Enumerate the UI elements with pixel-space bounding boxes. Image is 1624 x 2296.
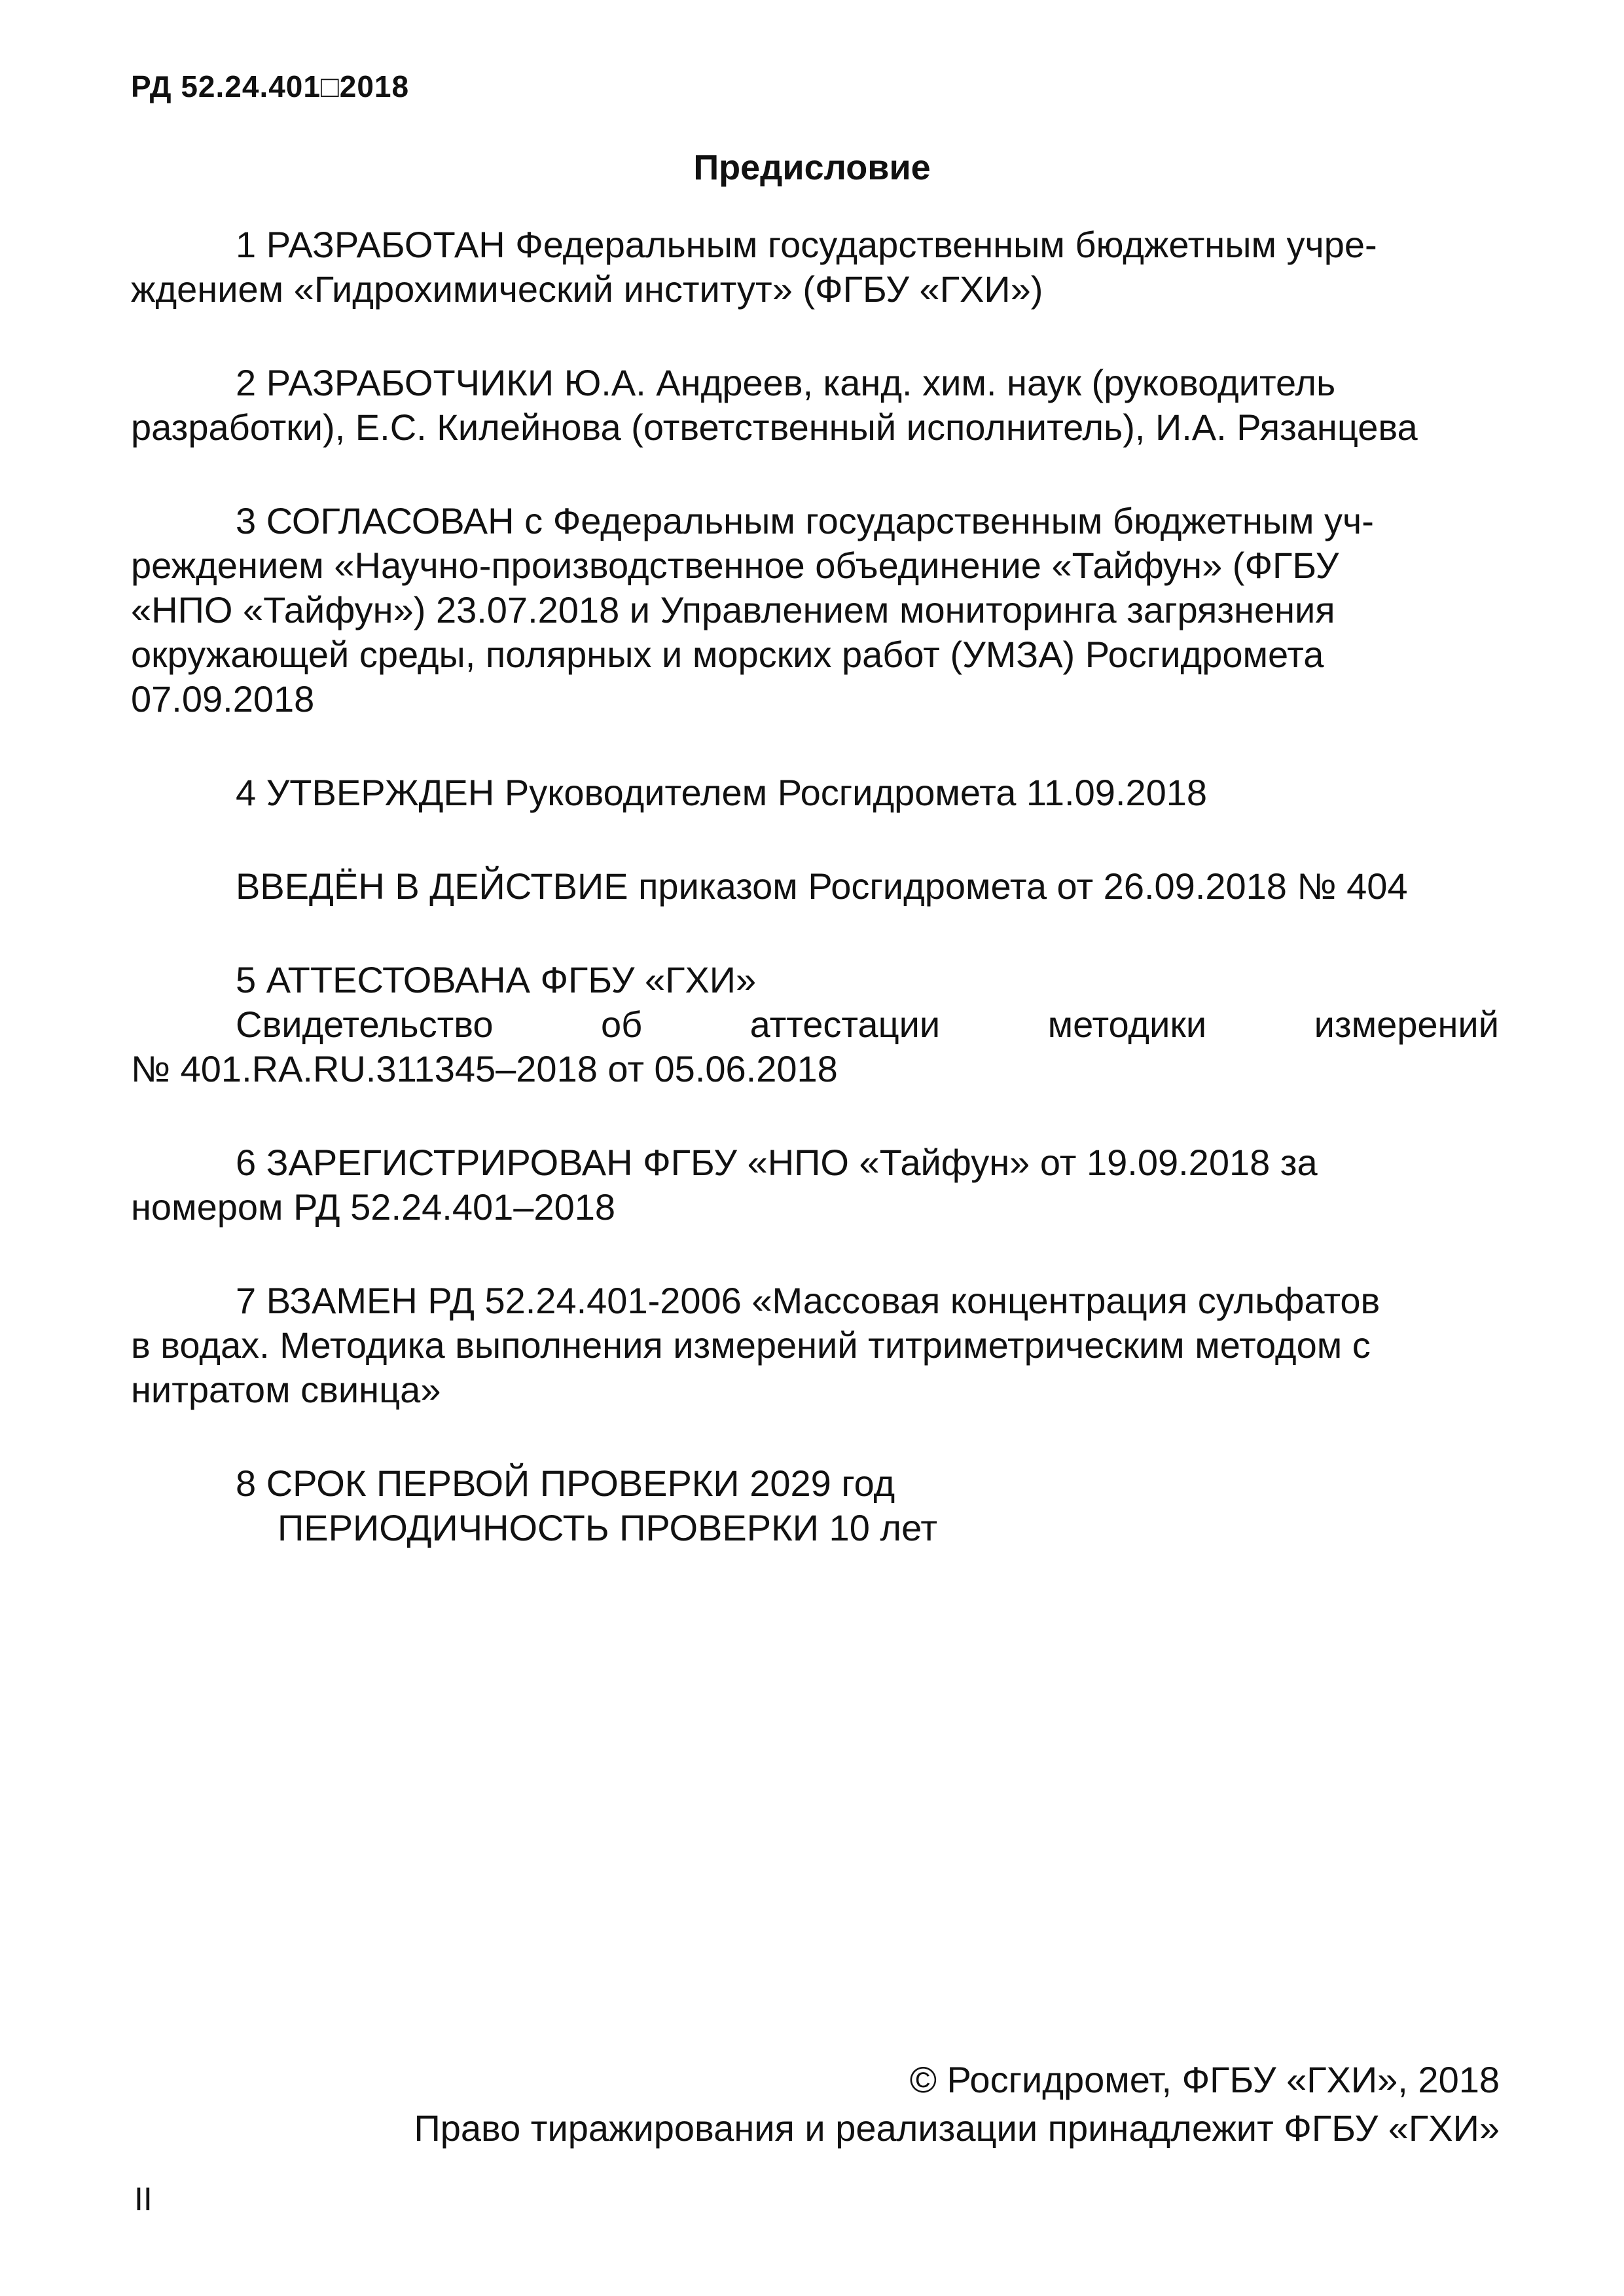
paragraph-developers	[131, 361, 1499, 450]
text-line: реждением «Научно-производственное объединение «Тайфун» (ФГБУ	[131, 545, 1339, 586]
word: об	[600, 1004, 643, 1045]
text-line: 5 АТТЕСТОВАНА ФГБУ «ГХИ»	[236, 959, 757, 1000]
word: методики	[1047, 1004, 1207, 1045]
text-line: 3 СОГЛАСОВАН с Федеральным государственным бюджетным уч-	[236, 500, 1374, 541]
text-line: в водах. Методика выполнения измерений титриметрическим методом с	[131, 1324, 1371, 1366]
text-line: окружающей среды, полярных и морских работ (УМЗА) Росгидромета	[131, 634, 1324, 675]
paragraph-agreed	[131, 499, 1499, 721]
word: измерений	[1314, 1004, 1499, 1045]
word: Свидетельство	[236, 1004, 494, 1045]
text-line: 07.09.2018	[131, 678, 315, 720]
document-body	[131, 223, 1499, 1599]
copyright-block	[414, 2056, 1500, 2153]
text-line: ждением «Гидрохимический институт» (ФГБУ «ГХИ»)	[131, 268, 1043, 310]
text-line: нитратом свинца»	[131, 1369, 441, 1410]
text-line: ПЕРИОДИЧНОСТЬ ПРОВЕРКИ 10 лет	[278, 1507, 937, 1548]
text-line: 8 СРОК ПЕРВОЙ ПРОВЕРКИ 2029 год	[236, 1463, 895, 1504]
text-line: 1 РАЗРАБОТАН Федеральным государственным бюджетным учре-	[236, 224, 1377, 265]
word: аттестации	[749, 1004, 941, 1045]
text-line: «НПО «Тайфун») 23.07.2018 и Управлением мониторинга загрязнения	[131, 589, 1335, 630]
copyright-line: © Росгидромет, ФГБУ «ГХИ», 2018	[909, 2059, 1500, 2100]
page-number: II	[134, 2181, 153, 2217]
spread-line	[236, 1002, 1499, 1047]
paragraph-enacted	[131, 864, 1499, 909]
text-line: 2 РАЗРАБОТЧИКИ Ю.А. Андреев, канд. хим. наук (руководитель	[236, 362, 1336, 403]
text-line: № 401.RA.RU.311345–2018 от 05.06.2018	[131, 1048, 838, 1089]
paragraph-registered	[131, 1140, 1499, 1230]
page-title: Предисловие	[693, 148, 931, 187]
text-line: номером РД 52.24.401–2018	[131, 1186, 616, 1228]
text-line: ВВЕДЁН В ДЕЙСТВИЕ приказом Росгидромета от 26.09.2018 № 404	[236, 866, 1408, 907]
document-code: РД 52.24.401□2018	[131, 69, 410, 103]
paragraph-developed	[131, 223, 1499, 312]
copyright-rights: Право тиражирования и реализации принадлежит ФГБУ «ГХИ»	[414, 2107, 1500, 2149]
text-line: 7 ВЗАМЕН РД 52.24.401-2006 «Массовая концентрация сульфатов	[236, 1280, 1380, 1321]
text-line: 4 УТВЕРЖДЕН Руководителем Росгидромета 11.09.2018	[236, 772, 1208, 813]
text-line: 6 ЗАРЕГИСТРИРОВАН ФГБУ «НПО «Тайфун» от 19.09.2018 за	[236, 1142, 1318, 1183]
text-line	[131, 1002, 1499, 1047]
paragraph-approved	[131, 771, 1499, 815]
text-line: разработки), Е.С. Килейнова (ответственный исполнитель), И.А. Рязанцева	[131, 407, 1418, 448]
paragraph-certified	[131, 958, 1499, 1091]
paragraph-replaces	[131, 1279, 1499, 1412]
paragraph-review	[131, 1461, 1499, 1550]
